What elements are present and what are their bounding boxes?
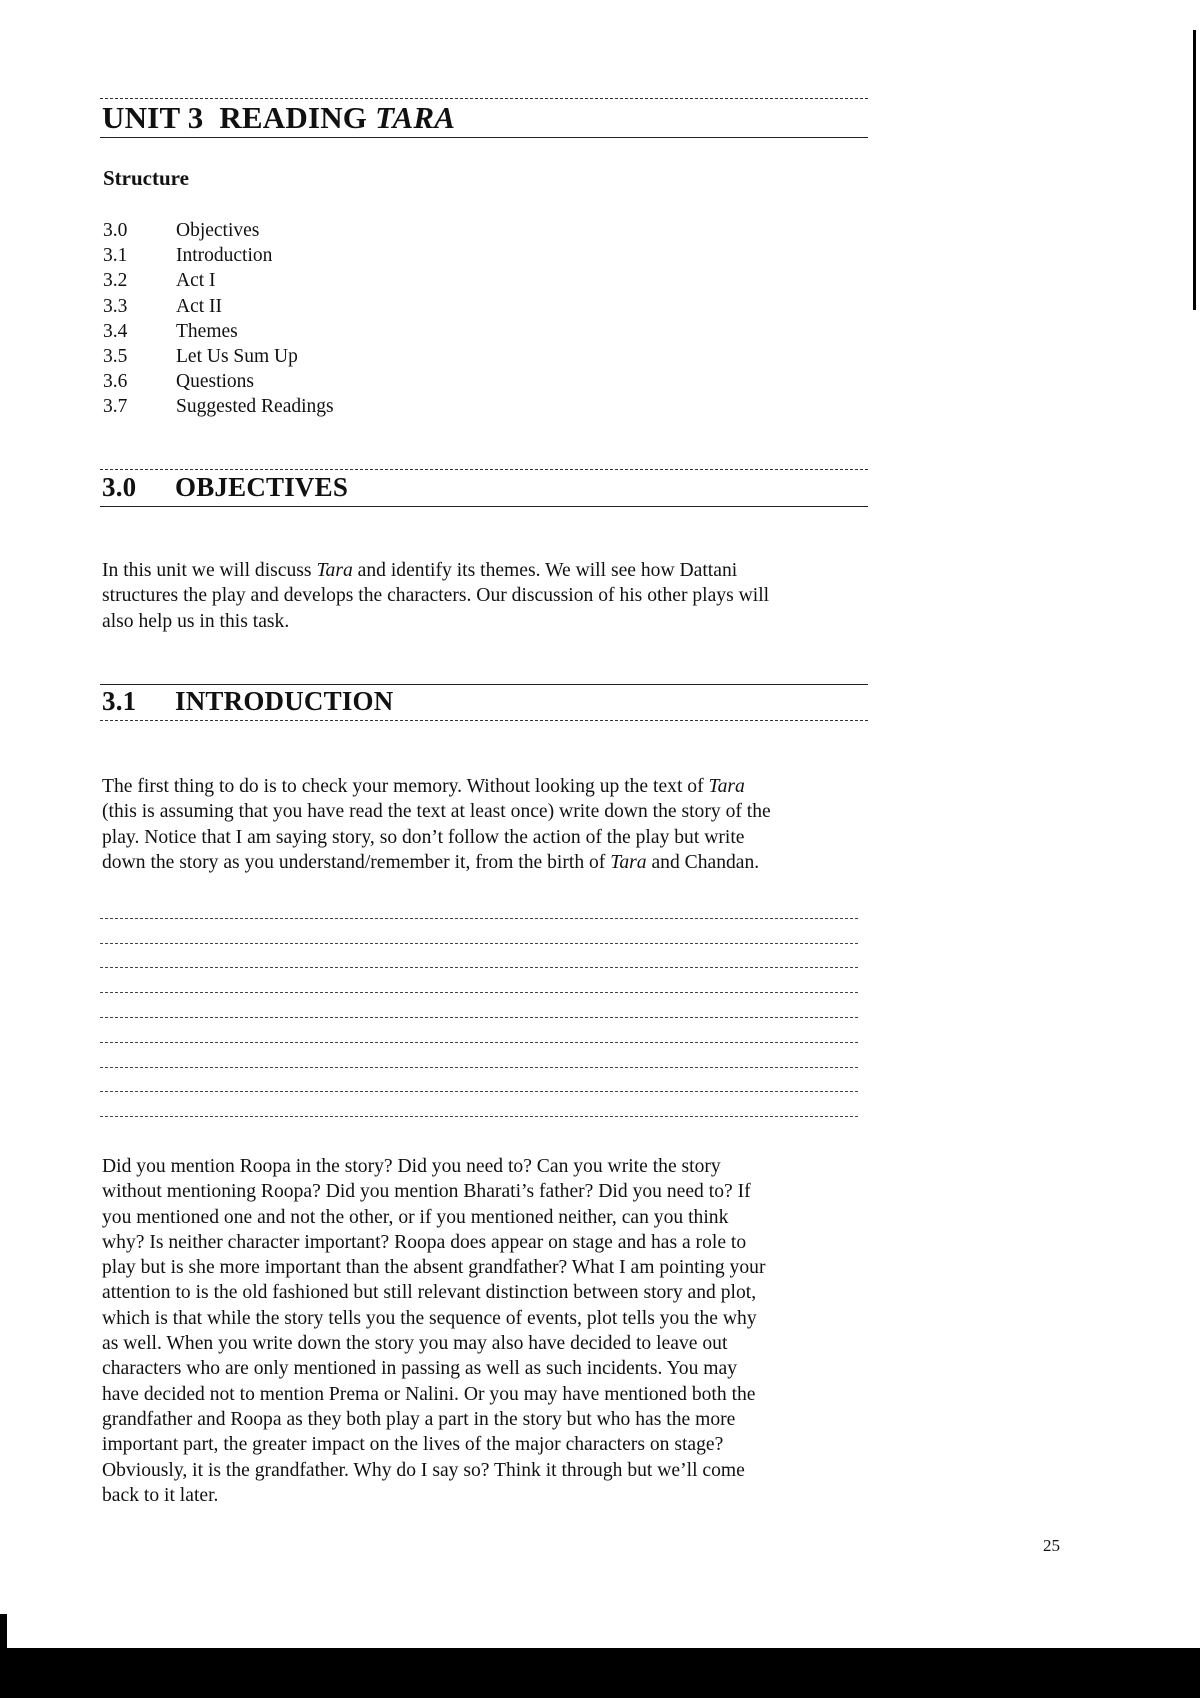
objectives-top-rule — [100, 469, 868, 470]
intro-p2-line: which is that while the story tells you the sequence of events, plot tells you the why — [102, 1307, 757, 1329]
objectives-heading — [102, 472, 348, 503]
intro-line-1-text: The first thing to do is to check your memory. Without looking up the text of — [102, 776, 709, 797]
intro-p2-line: as well. When you write down the story you may also have decided to leave out — [102, 1333, 728, 1355]
title-bottom-rule — [100, 137, 868, 138]
structure-item-number: 3.2 — [103, 270, 128, 292]
structure-item-label: Objectives — [176, 220, 260, 241]
structure-item-number: 3.3 — [103, 295, 128, 317]
introduction-top-rule — [100, 684, 868, 685]
structure-item-label: Questions — [176, 371, 254, 393]
tara-italic: Tara — [316, 560, 353, 581]
intro-line-4-text-a: down the story as you understand/remember it, from the birth of — [102, 851, 611, 873]
intro-p2-line: without mentioning Roopa? Did you mention Bharati’s father? Did you need to? If — [102, 1181, 751, 1203]
objectives-paragraph — [102, 558, 769, 634]
intro-p2-line: back to it later. — [102, 1484, 219, 1506]
intro-p2-line: have decided not to mention Prema or Nalini. Or you may have mentioned both the — [102, 1383, 756, 1405]
intro-p2-line: Did you mention Roopa in the story? Did you need to? Can you write the story — [102, 1156, 721, 1177]
scan-bottom-border — [0, 1648, 1200, 1698]
intro-p2-line: characters who are only mentioned in passing as well as such incidents. You may — [102, 1358, 738, 1380]
answer-line — [100, 1018, 858, 1043]
page-number: 25 — [1043, 1536, 1060, 1555]
structure-item-number: 3.7 — [103, 396, 128, 418]
answer-line — [100, 919, 858, 944]
tara-italic: Tara — [708, 776, 745, 797]
unit-title — [102, 100, 455, 136]
intro-p2-line: attention to is the old fashioned but still relevant distinction between story and plot, — [102, 1282, 757, 1304]
structure-item-label: Introduction — [176, 245, 273, 267]
structure-item-label: Let Us Sum Up — [176, 345, 298, 367]
unit-prefix: UNIT 3 — [102, 100, 204, 135]
introduction-paragraph-1 — [102, 774, 771, 875]
introduction-title: INTRODUCTION — [175, 686, 394, 716]
answer-line — [100, 894, 858, 919]
structure-heading: Structure — [103, 166, 189, 190]
structure-item-label: Suggested Readings — [176, 396, 334, 418]
introduction-number: 3.1 — [102, 686, 137, 716]
structure-item-number: 3.1 — [103, 245, 128, 267]
intro-p2-line: why? Is neither character important? Roopa does appear on stage and has a role to — [102, 1231, 747, 1253]
intro-line-2: (this is assuming that you have read the text at least once) write down the story of the — [102, 801, 771, 823]
structure-item-label: Act II — [176, 295, 223, 317]
intro-p2-line: important part, the greater impact on the lives of the major characters on stage? — [102, 1434, 724, 1456]
answer-line — [100, 968, 858, 993]
structure-item — [103, 394, 334, 419]
introduction-paragraph-2 — [102, 1154, 765, 1508]
introduction-heading — [102, 686, 393, 717]
intro-p2-line: play but is she more important than the absent grandfather? What I am pointing your — [102, 1257, 766, 1279]
structure-item-label: Act I — [176, 270, 216, 292]
structure-item — [103, 268, 334, 293]
intro-line-3: play. Notice that I am saying story, so don’t follow the action of the play but write — [102, 826, 745, 848]
structure-item — [103, 319, 334, 344]
objectives-line-1 — [102, 558, 769, 583]
objectives-title: OBJECTIVES — [175, 472, 349, 502]
structure-item-label: Themes — [176, 320, 238, 342]
answer-line — [100, 993, 858, 1018]
intro-p2-line: you mentioned one and not the other, or if you mentioned neither, can you think — [102, 1206, 729, 1228]
objectives-number: 3.0 — [102, 472, 137, 502]
structure-item — [103, 344, 334, 369]
structure-item — [103, 369, 334, 394]
structure-list — [103, 218, 334, 420]
tara-italic: Tara — [610, 851, 647, 873]
structure-item — [103, 294, 334, 319]
answer-line — [100, 1043, 858, 1068]
structure-item — [103, 218, 334, 243]
unit-title-italic: TARA — [375, 100, 456, 135]
intro-line-4 — [102, 850, 771, 875]
objectives-line-2: structures the play and develops the characters. Our discussion of his other plays will — [102, 585, 770, 607]
scan-corner-mark — [0, 1614, 7, 1652]
objectives-bottom-rule — [100, 506, 868, 507]
answer-line — [100, 1092, 858, 1117]
scan-edge-mark — [1193, 30, 1196, 310]
intro-p2-line: grandfather and Roopa as they both play a part in the story but who has the more — [102, 1408, 736, 1430]
title-top-rule — [100, 98, 868, 99]
structure-item — [103, 243, 334, 268]
unit-title-plain: READING — [219, 100, 368, 135]
intro-line-4-text-b: and Chandan. — [646, 851, 760, 873]
structure-item-number: 3.0 — [103, 220, 128, 241]
objectives-text-b: and identify its themes. We will see how Dattani — [352, 560, 738, 581]
intro-p2-line: Obviously, it is the grandfather. Why do I say so? Think it through but we’ll come — [102, 1459, 745, 1481]
objectives-line-3: also help us in this task. — [102, 610, 290, 632]
answer-line — [100, 944, 858, 969]
objectives-text-a: In this unit we will discuss — [102, 560, 317, 581]
structure-item-number: 3.4 — [103, 320, 128, 342]
answer-writing-lines — [100, 894, 858, 1117]
answer-line — [100, 1068, 858, 1093]
introduction-bottom-rule — [100, 720, 868, 721]
intro-line-1 — [102, 774, 771, 799]
structure-item-number: 3.5 — [103, 345, 128, 367]
structure-item-number: 3.6 — [103, 371, 128, 393]
